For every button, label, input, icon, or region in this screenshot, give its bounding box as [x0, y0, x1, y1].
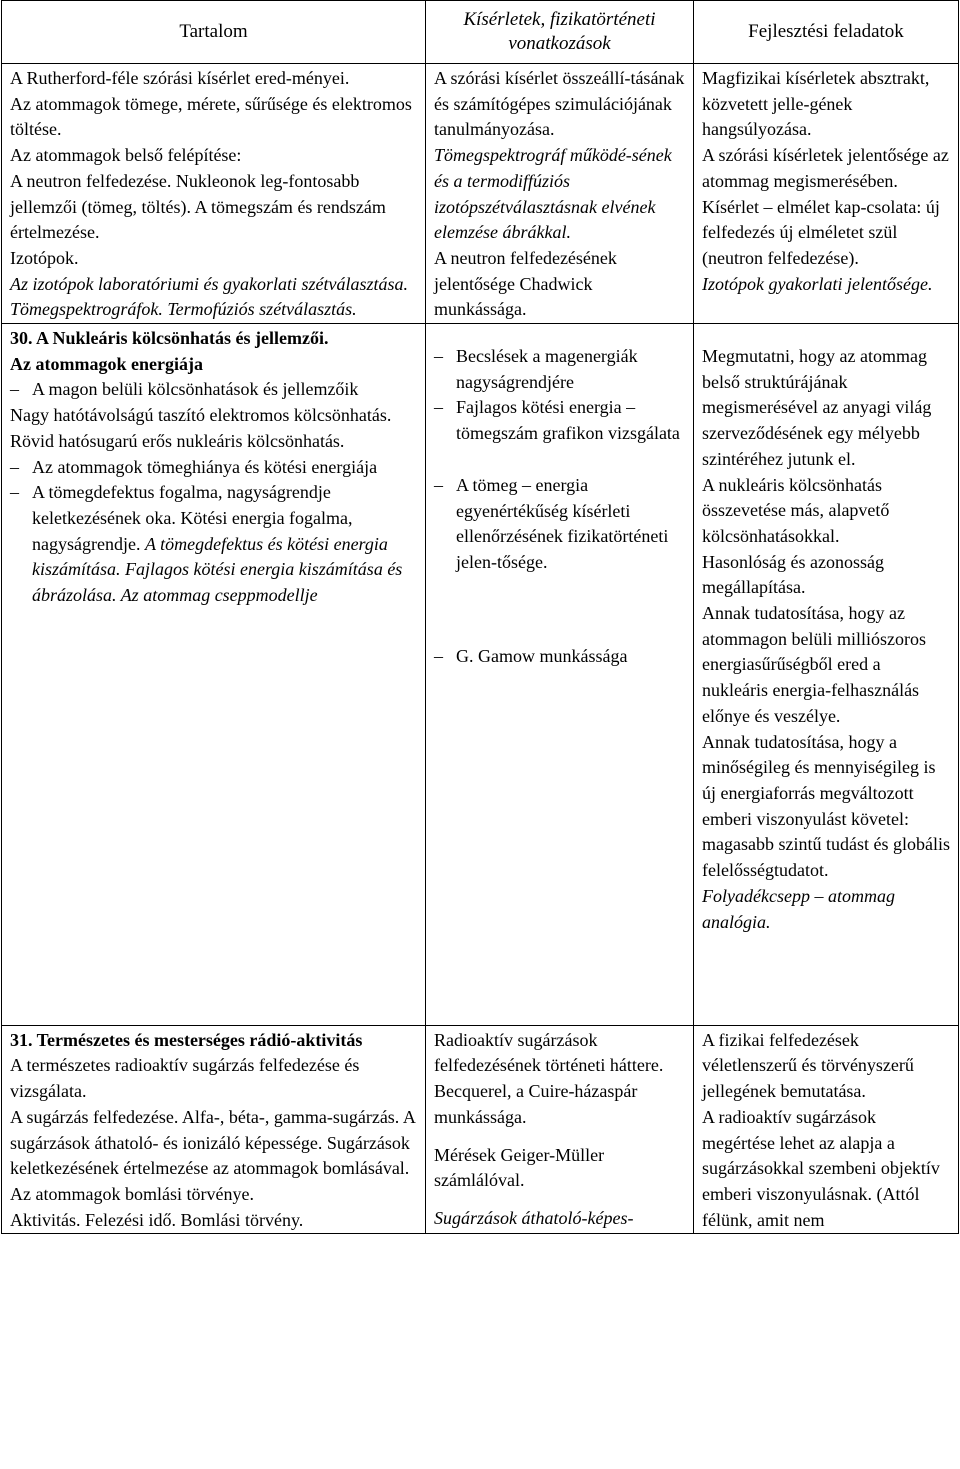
row3-experiments-cell [426, 1025, 694, 1234]
text-line: A Rutherford-féle szórási kísérlet ered-ményei. [10, 68, 350, 88]
row3-content-cell [2, 1025, 426, 1234]
row2-experiments-cell [426, 324, 694, 1026]
spacer [434, 1194, 686, 1206]
dash-item: – Az atommagok tömeghiánya és kötési energiája [10, 455, 418, 481]
row3-development-cell [694, 1025, 959, 1234]
text-line: Tömegspektrográf működé-sének és a termodiffúziós izotópszétválasztásnak elvének elemzése ábrákkal. [434, 145, 672, 243]
text-line: A neutron felfedezésének jelentősége Chadwick munkássága. [434, 247, 617, 320]
text-line: A radioaktív sugárzások megértése lehet az alapja a sugárzásokkal szembeni objektív emberi viszonyulásnak. (Attól félünk, amit nem [702, 1106, 940, 1230]
text-line: A neutron felfedezése. Nukleonok leg-fontosabb jellemzői (tömeg, töltés). A tömegszám és rendszám értelmezése. [10, 170, 386, 243]
spacer [434, 326, 686, 344]
dash-item: – Becslések a magenergiák nagyságrendjére [434, 344, 686, 395]
dash-item [10, 480, 418, 609]
text-line: Tömegspektrográfok. Termofúziós szétválasztás. [10, 299, 357, 320]
spacer [702, 326, 951, 344]
header-experiments: Kísérletek, fizikatörténeti vonatkozások [426, 1, 694, 64]
spacer [434, 1131, 686, 1143]
text-line: Folyadékcsepp – atommag analógia. [702, 885, 895, 932]
dash-item: – Fajlagos kötési energia – tömegszám grafikon vizsgálata [434, 395, 686, 446]
row1-development-cell [694, 64, 959, 324]
table-row [2, 1025, 959, 1234]
dash-item: – G. Gamow munkássága [434, 644, 686, 670]
text-line: Az atommagok tömege, mérete, sűrűsége és elektromos töltése. [10, 93, 412, 140]
text-line: Nagy hatótávolságú taszító elektromos kölcsönhatás. Rövid hatósugarú erős nukleáris kölcsönhatás. [10, 405, 392, 451]
header-row [2, 1, 959, 64]
table-row [2, 324, 959, 1026]
text-line: A szórási kísérlet összeállí-tásának és számítógépes szimulációjának tanulmányozása. [434, 68, 685, 140]
row1-content-cell [2, 64, 426, 324]
spacer [10, 609, 418, 1025]
section-title: 30. A Nukleáris kölcsönhatás és jellemzői. [10, 328, 329, 349]
text-line: Megmutatni, hogy az atommag belső struktúrájának megismerésével az anyagi világ szerveződésének egy mélyebb szintéréhez jutunk el. [702, 346, 932, 469]
spacer [434, 576, 686, 644]
text-line: Hasonlóság és azonosság megállapítása. [702, 551, 884, 598]
text-line: Becquerel, a Cuire-házaspár munkássága. [434, 1081, 638, 1127]
text-line: Aktivitás. Felezési idő. Bomlási törvény. [10, 1209, 304, 1230]
text-line: Kísérlet – elmélet kap-csolata: új felfedezés új elméletet szül (neutron felfedezése). [702, 196, 940, 268]
text-line: A nukleáris kölcsönhatás összevetése más, alapvető kölcsönhatásokkal. [702, 474, 890, 546]
row1-experiments-cell [426, 64, 694, 324]
text-line: A természetes radioaktív sugárzás felfedezése és vizsgálata. [10, 1055, 360, 1102]
dash-item-italic: A tömegdefektus és kötési energia kiszámítása. Fajlagos kötési energia kiszámítása és ábrázolása. Az atommag cseppmodellje [32, 533, 403, 606]
text-line: Magfizikai kísérletek absztrakt, közvetett jelle-gének hangsúlyozása. [702, 68, 930, 140]
section-subtitle: Az atommagok energiája [10, 353, 203, 374]
text-line: Annak tudatosítása, hogy a minőségileg és mennyiségileg is új energiaforrás megváltozott emberi viszonyulást követel: magasabb szintű tudást és globális felelősségtudatot. [702, 731, 950, 881]
text-line: A fizikai felfedezések véletlenszerű és törvényszerű jellegének bemutatása. [702, 1029, 914, 1102]
spacer [434, 447, 686, 473]
row2-content-cell [2, 324, 426, 1026]
text-line: Izotópok. [10, 247, 79, 268]
curriculum-table [1, 0, 959, 1234]
text-line: A sugárzás felfedezése. Alfa-, béta-, gamma-sugárzás. A sugárzások áthatoló- és ionizáló képessége. Sugárzások keletkezésének értelmezése az atommagok bomlásával. [10, 1106, 415, 1179]
header-development: Fejlesztési feladatok [694, 1, 959, 64]
text-line: Sugárzások áthatoló-képes- [434, 1207, 634, 1228]
text-line: Radioaktív sugárzások felfedezésének történeti háttere. [434, 1029, 664, 1076]
dash-item: – A tömeg – energia egyenértékűség kísérleti ellenőrzésének fizikatörténeti jelen-tősége. [434, 473, 686, 576]
table-row [2, 64, 959, 324]
section-title: 31. Természetes és mesterséges rádió-aktivitás [10, 1029, 363, 1050]
text-line: Annak tudatosítása, hogy az atommagon belüli milliószoros energiasűrűségből ered a nukleáris energia-felhasználás előnye és veszélye. [702, 603, 926, 726]
text-line: A szórási kísérletek jelentősége az atommag megismerésében. [702, 145, 949, 191]
text-line: Az izotópok laboratóriumi és gyakorlati szétválasztása. [10, 273, 408, 294]
dash-item: – A magon belüli kölcsönhatások és jellemzőik [10, 377, 418, 403]
text-line: Az atommagok belső felépítése: [10, 145, 242, 166]
row2-development-cell [694, 324, 959, 1026]
text-line: Az atommagok bomlási törvénye. [10, 1183, 254, 1204]
text-line: Mérések Geiger-Müller számlálóval. [434, 1144, 605, 1191]
header-content: Tartalom [2, 1, 426, 64]
text-line: Izotópok gyakorlati jelentősége. [702, 273, 933, 294]
dash-item-text: A tömegdefektus fogalma, nagyságrendje keletkezésének oka. Kötési energia fogalma, nagyságrendje. [32, 482, 353, 554]
